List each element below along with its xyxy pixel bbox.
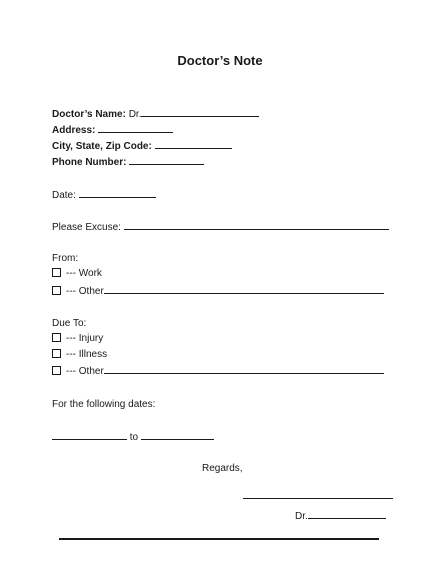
city-state-zip-label: City, State, Zip Code:	[52, 141, 152, 152]
phone-row	[52, 155, 204, 169]
following-dates-label: For the following dates:	[52, 399, 156, 410]
please-excuse-field[interactable]	[124, 220, 389, 230]
doctor-name-row	[52, 107, 259, 121]
illness-label: --- Illness	[66, 349, 108, 360]
due-option-injury[interactable]	[52, 332, 103, 345]
signature-dr-prefix: Dr.	[295, 511, 308, 522]
regards-label: Regards,	[202, 463, 243, 474]
due-option-illness[interactable]	[52, 348, 107, 361]
due-to-label: Due To:	[52, 318, 87, 329]
illness-checkbox[interactable]	[52, 349, 61, 358]
to-label: to	[129, 432, 139, 443]
from-other-checkbox[interactable]	[52, 286, 61, 295]
phone-number-label: Phone Number:	[52, 157, 127, 168]
due-other-checkbox[interactable]	[52, 366, 61, 375]
from-other-label: --- Other	[66, 286, 104, 297]
please-excuse-label: Please Excuse:	[52, 222, 121, 233]
date-row	[52, 188, 156, 202]
address-row	[52, 123, 173, 137]
date-field[interactable]	[79, 188, 156, 198]
start-date-field[interactable]	[52, 430, 127, 440]
address-field[interactable]	[98, 123, 173, 133]
from-option-other[interactable]	[52, 284, 384, 298]
doctor-name-prefix: Dr.	[128, 109, 142, 120]
city-row	[52, 139, 232, 153]
address-label: Address:	[52, 125, 96, 136]
injury-label: --- Injury	[66, 333, 104, 344]
city-state-zip-field[interactable]	[155, 139, 232, 149]
phone-number-field[interactable]	[129, 155, 204, 165]
doctor-name-field[interactable]	[141, 107, 259, 117]
due-other-field[interactable]	[104, 364, 384, 374]
doctor-name-label: Doctor’s Name:	[52, 109, 126, 120]
end-date-field[interactable]	[141, 430, 214, 440]
work-label: --- Work	[66, 268, 102, 279]
date-range-row	[52, 430, 214, 444]
excuse-row	[52, 220, 389, 234]
signature-line[interactable]	[243, 498, 393, 499]
from-label: From:	[52, 253, 79, 264]
due-other-label: --- Other	[66, 366, 104, 377]
page-title: Doctor’s Note	[177, 53, 263, 68]
date-label: Date:	[52, 190, 76, 201]
from-option-work[interactable]	[52, 267, 102, 280]
work-checkbox[interactable]	[52, 268, 61, 277]
from-other-field[interactable]	[104, 284, 384, 294]
injury-checkbox[interactable]	[52, 333, 61, 342]
signature-name-field[interactable]	[308, 509, 386, 519]
due-option-other[interactable]	[52, 364, 384, 378]
footer-divider	[59, 538, 379, 540]
signature-name-row	[295, 509, 386, 523]
